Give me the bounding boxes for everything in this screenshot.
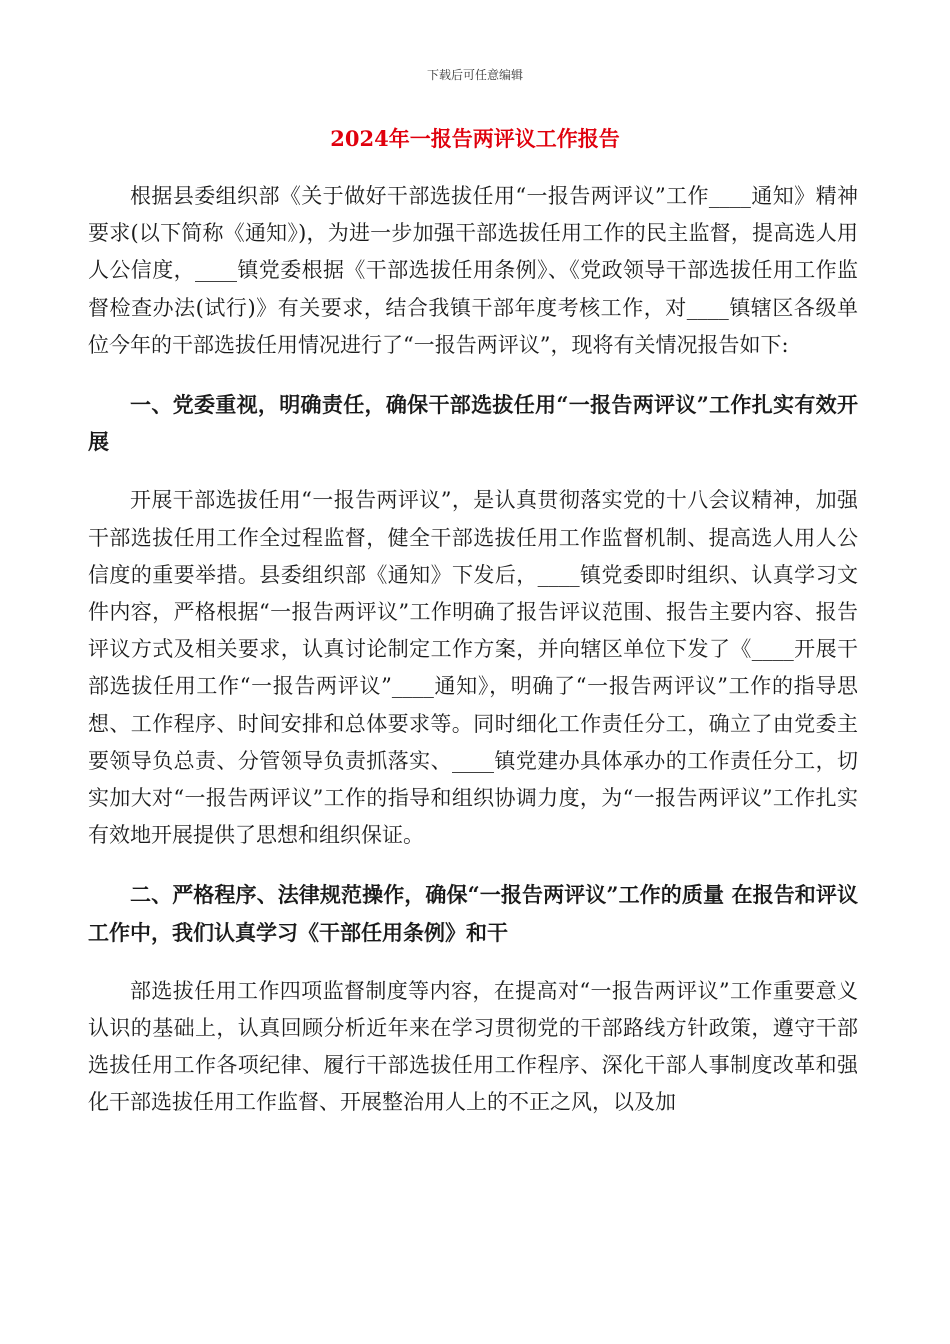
header-note: 下载后可任意编辑 <box>426 68 523 82</box>
document-title: 2024年一报告两评议工作报告 <box>330 126 620 151</box>
section-heading-2: 二、严格程序、法律规范操作，确保“一报告两评议”工作的质量 在报告和评议工作中，我们认真学习《干部任用条例》和干 <box>88 882 858 945</box>
section-body-1: 开展干部选拔任用“一报告两评议”，是认真贯彻落实党的十八会议精神，加强干部选拔任用工作全过程监督，健全干部选拔任用工作监督机制、提高选人用人公信度的重要举措。县委组织部《通知》下发后，____镇党委即时组织、认真学习文件内容，严格根据“一报告两评议”工作明确了报告评议范围、报告主要内容、报告评议方式及相关要求，认真讨论制定工作方案，并向辖区单位下发了《____开展干部选拔任用工作“一报告两评议”____通知》，明确了“一报告两评议”工作的指导思想、工作程序、时间安排和总体要求等。同时细化工作责任分工，确立了由党委主要领导负总责、分管领导负责抓落实、____镇党建办具体承办的工作责任分工，切实加大对“一报告两评议”工作的指导和组织协调力度，为“一报告两评议”工作扎实有效地开展提供了思想和组织保证。 <box>88 488 858 848</box>
section-heading-1: 一、党委重视，明确责任，确保干部选拔任用“一报告两评议”工作扎实有效开展 <box>88 392 858 455</box>
intro-paragraph: 根据县委组织部《关于做好干部选拔任用“一报告两评议”工作____通知》精神要求(以下简称《通知》)，为进一步加强干部选拔任用工作的民主监督，提高选人用人公信度，____镇党委根据《干部选拔任用条例》、《党政领导干部选拔任用工作监督检查办法(试行)》有关要求，结合我镇干部年度考核工作，对____镇辖区各级单位今年的干部选拔任用情况进行了“一报告两评议”，现将有关情况报告如下: <box>88 184 858 357</box>
document-body <box>88 178 858 1144</box>
section-body-2: 部选拔任用工作四项监督制度等内容，在提高对“一报告两评议”工作重要意义认识的基础上，认真回顾分析近年来在学习贯彻党的干部路线方针政策，遵守干部选拔任用工作各项纪律、履行干部选拔任用工作程序、深化干部人事制度改革和强化干部选拔任用工作监督、开展整治用人上的不正之风，以及加 <box>88 978 858 1115</box>
